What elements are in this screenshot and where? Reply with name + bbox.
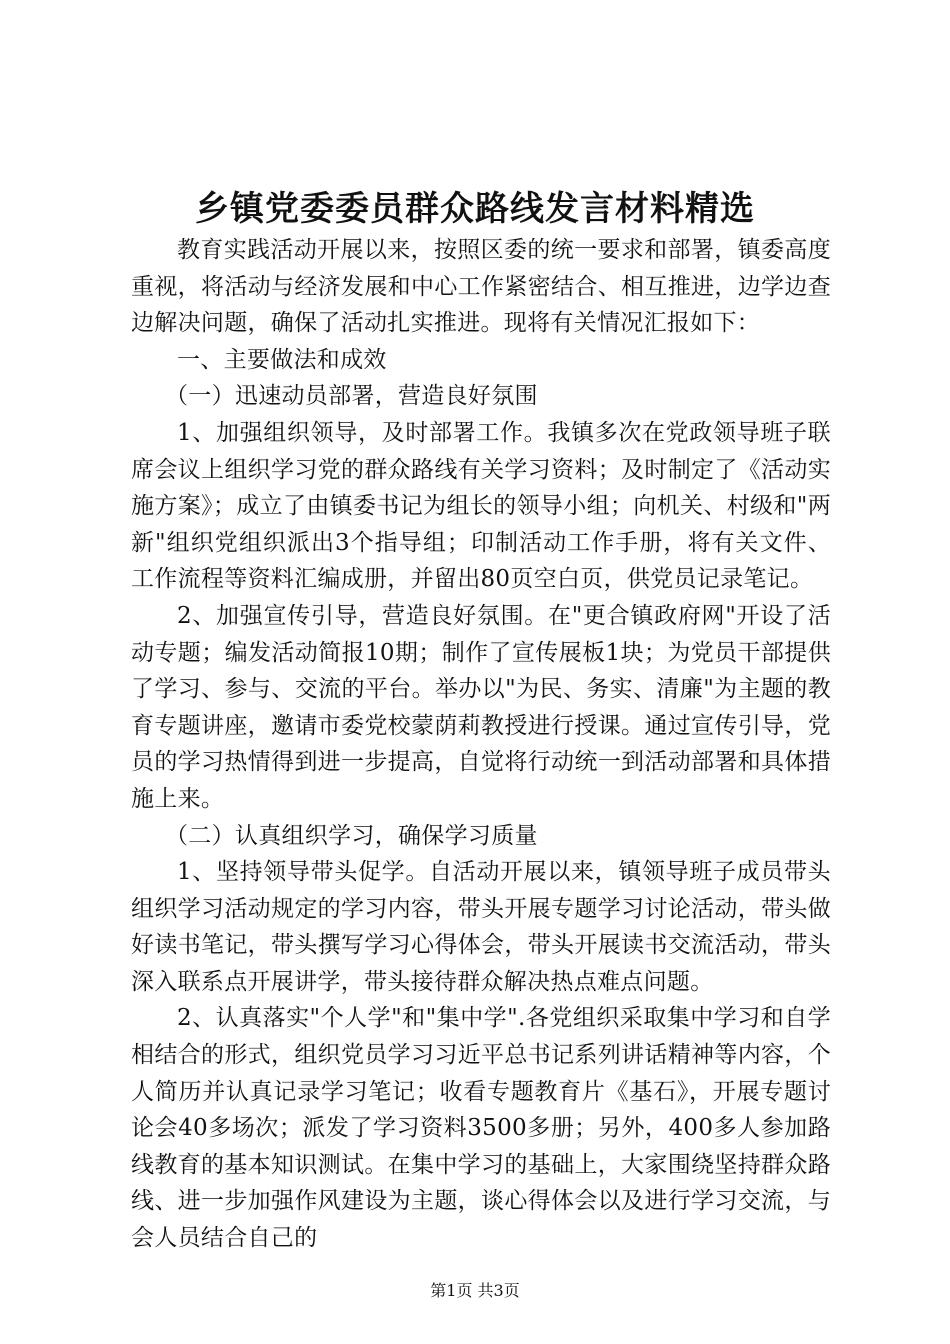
document-body (131, 232, 831, 1257)
page-number-footer: 第1页 共3页 (430, 1281, 520, 1300)
subsection-heading-1: （一）迅速动员部署，营造良好氛围 (165, 383, 538, 410)
intro-paragraph: 教育实践活动开展以来，按照区委的统一要求和部署，镇委高度重视，将活动与经济发展和中心工作紧密结合、相互推进，边学边查边解决问题，确保了活动扎实推进。现将有关情况汇报如下： (131, 237, 831, 337)
paragraph-2-1: 1、坚持领导带头促学。自活动开展以来，镇领导班子成员带头组织学习活动规定的学习内容，带头开展专题学习讨论活动，带头做好读书笔记，带头撰写学习心得体会，带头开展读书交流活动，带头深入联系点开展讲学，带头接待群众解决热点难点问题。 (131, 859, 831, 995)
paragraph-1-2: 2、加强宣传引导，营造良好氛围。在"更合镇政府网"开设了活动专题；编发活动简报10期；制作了宣传展板1块；为党员干部提供了学习、参与、交流的平台。举办以"为民、务实、清廉"为主题的教育专题讲座，邀请市委党校蒙荫莉教授进行授课。通过宣传引导，党员的学习热情得到进一步提高，自觉将行动统一到活动部署和具体措施上来。 (131, 602, 831, 812)
section-heading-1: 一、主要做法和成效 (177, 346, 387, 373)
document-title: 乡镇党委委员群众路线发言材料精选 (195, 189, 755, 229)
subsection-heading-2: （二）认真组织学习，确保学习质量 (165, 822, 538, 849)
paragraph-2-2: 2、认真落实"个人学"和"集中学".各党组织采取集中学习和自学相结合的形式，组织党员学习习近平总书记系列讲话精神等内容，个人简历并认真记录学习笔记；收看专题教育片《基石》，开展专题讨论会40多场次；派发了学习资料3500多册；另外，400多人参加路线教育的基本知识测试。在集中学习的基础上，大家围绕坚持群众路线、进一步加强作风建设为主题，谈心得体会以及进行学习交流，与会人员结合自己的 (131, 1005, 831, 1252)
paragraph-1-1: 1、加强组织领导，及时部署工作。我镇多次在党政领导班子联席会议上组织学习党的群众路线有关学习资料；及时制定了《活动实施方案》；成立了由镇委书记为组长的领导小组；向机关、村级和"两新"组织党组织派出3个指导组；印制活动工作手册，将有关文件、工作流程等资料汇编成册，并留出80页空白页，供党员记录笔记。 (131, 419, 831, 593)
